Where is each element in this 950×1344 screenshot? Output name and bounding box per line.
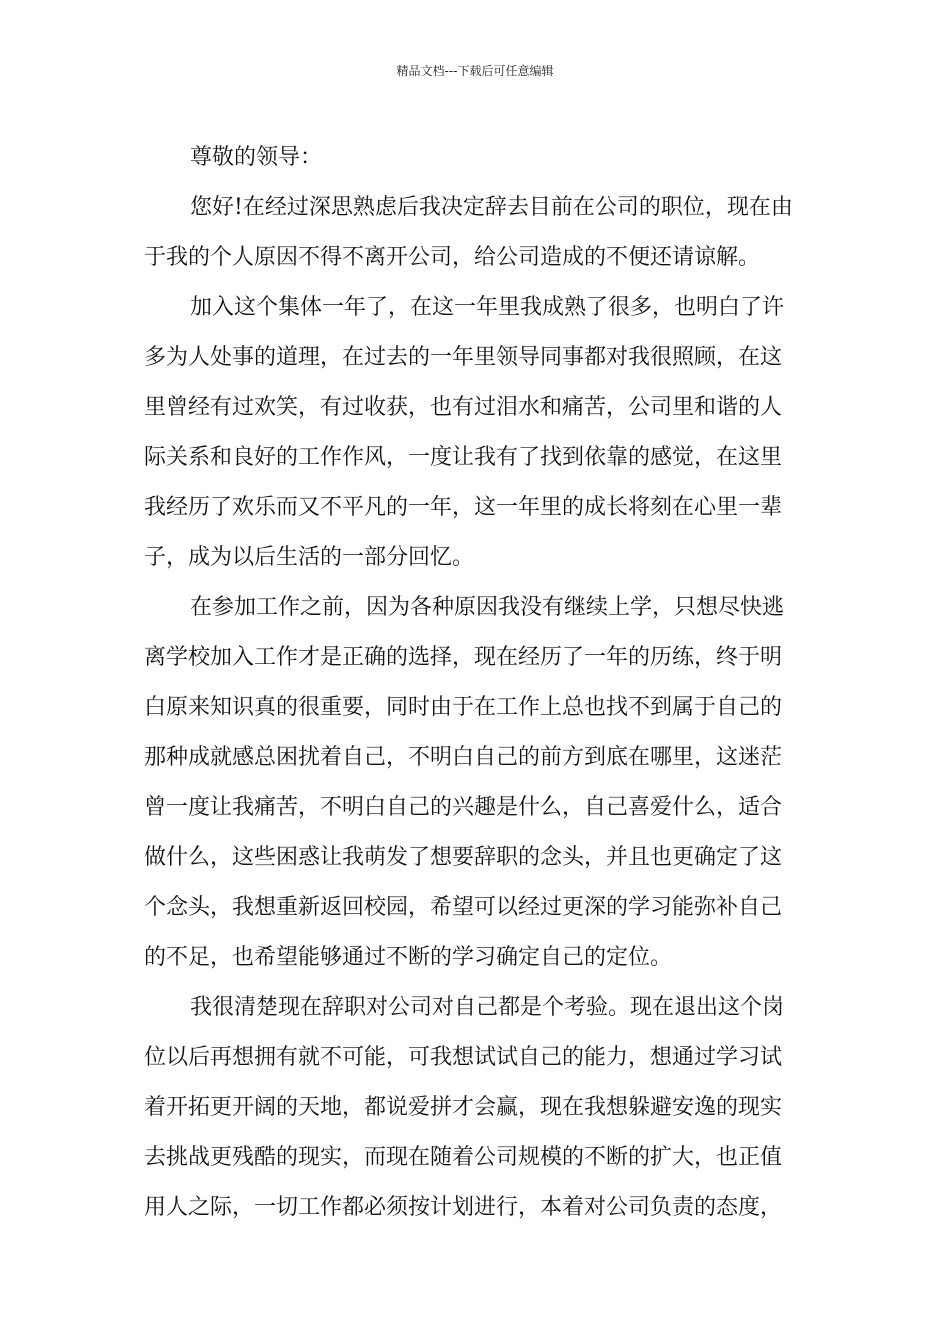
text-line: 位以后再想拥有就不可能，可我想试试自己的能力，想通过学习试 — [144, 1045, 783, 1070]
salutation: 尊敬的领导： — [190, 145, 323, 170]
text-line: 的不足，也希望能够通过不断的学习确定自己的定位。 — [144, 945, 673, 970]
text-line: 际关系和良好的工作作风，一度让我有了找到依靠的感觉，在这里 — [144, 445, 783, 470]
text-line: 子，成为以后生活的一部分回忆。 — [144, 545, 475, 570]
text-line: 我经历了欢乐而又不平凡的一年，这一年里的成长将刻在心里一辈 — [144, 495, 783, 520]
text-line: 去挑战更残酷的现实，而现在随着公司规模的不断的扩大，也正值 — [144, 1145, 783, 1170]
letter-lines — [144, 183, 806, 1233]
letter-body — [144, 133, 806, 1233]
text-line: 那种成就感总困扰着自己，不明白自己的前方到底在哪里，这迷茫 — [144, 745, 783, 770]
text-line: 在参加工作之前，因为各种原因我没有继续上学，只想尽快逃 — [190, 595, 785, 620]
text-line: 着开拓更开阔的天地，都说爱拼才会赢，现在我想躲避安逸的现实 — [144, 1095, 783, 1120]
text-line: 做什么，这些困惑让我萌发了想要辞职的念头，并且也更确定了这 — [144, 845, 783, 870]
header-note: 精品文档---下载后可任意编辑 — [396, 64, 554, 78]
text-line: 里曾经有过欢笑，有过收获，也有过泪水和痛苦，公司里和谐的人 — [144, 395, 783, 420]
text-line: 您好!在经过深思熟虑后我决定辞去目前在公司的职位，现在由 — [190, 195, 793, 220]
text-line: 用人之际，一切工作都必须按计划进行，本着对公司负责的态度， — [144, 1195, 783, 1220]
text-line: 加入这个集体一年了，在这一年里我成熟了很多，也明白了许 — [190, 295, 785, 320]
text-line: 离学校加入工作才是正确的选择，现在经历了一年的历练，终于明 — [144, 645, 783, 670]
text-line: 我很清楚现在辞职对公司对自己都是个考验。现在退出这个岗 — [190, 995, 785, 1020]
text-line: 于我的个人原因不得不离开公司，给公司造成的不便还请谅解。 — [144, 245, 761, 270]
text-line: 白原来知识真的很重要，同时由于在工作上总也找不到属于自己的 — [144, 695, 783, 720]
text-line: 多为人处事的道理，在过去的一年里领导同事都对我很照顾，在这 — [144, 345, 783, 370]
text-line: 个念头，我想重新返回校园，希望可以经过更深的学习能弥补自己 — [144, 895, 783, 920]
text-line: 曾一度让我痛苦，不明白自己的兴趣是什么，自己喜爱什么，适合 — [144, 795, 783, 820]
